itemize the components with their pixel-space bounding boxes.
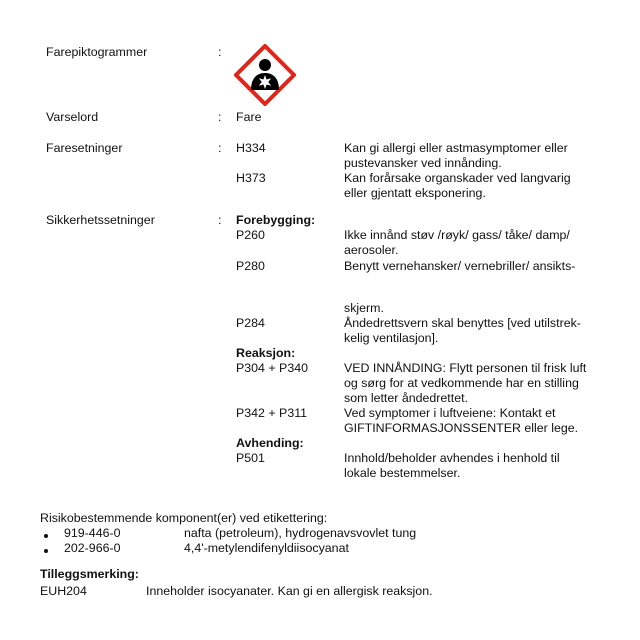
label-hazard-statements: Faresetninger: [46, 141, 123, 155]
bullet-icon: [44, 534, 48, 538]
precaution-text-line: aerosoler.: [344, 243, 399, 257]
precaution-text-line: skjerm.: [344, 301, 384, 315]
precaution-code: P280: [236, 259, 265, 273]
supplemental-text: Inneholder isocyanater. Kan gi en allergisk reaksjon.: [146, 584, 433, 598]
hazard-text-line: Kan gi allergi eller astmasymptomer eller: [344, 141, 568, 155]
hazard-text-line: Kan forårsake organskader ved langvarig: [344, 171, 571, 185]
component-name: nafta (petroleum), hydrogenavsvovlet tung: [184, 526, 417, 540]
bullet-icon: [44, 549, 48, 553]
precaution-text-line: GIFTINFORMASJONSSENTER eller lege.: [344, 421, 579, 435]
health-hazard-icon: [234, 44, 296, 106]
precaution-text-line: kelig ventilasjon].: [344, 331, 439, 345]
supplemental-title: Tilleggsmerking:: [40, 567, 139, 581]
precaution-code: P284: [236, 316, 265, 330]
label-precautionary-statements: Sikkerhetssetninger: [46, 213, 155, 227]
component-name: 4,4'-metylendifenyldiisocyanat: [184, 541, 349, 555]
components-title: Risikobestemmende komponent(er) ved etikettering:: [40, 511, 328, 525]
precaution-text-line: Innhold/beholder avhendes i henhold til: [344, 451, 560, 465]
component-number: 919-446-0: [64, 526, 121, 540]
signal-word-value: Fare: [236, 110, 262, 124]
colon-precautionary-statements: :: [218, 213, 222, 227]
precaution-text-line: Åndedrettsvern skal benyttes [ved utilstrek-: [344, 316, 581, 330]
hazard-text-line: eller gjentatt eksponering.: [344, 186, 486, 200]
precaution-code: P260: [236, 228, 265, 242]
precaution-text-line: som letter åndedrettet.: [344, 391, 468, 405]
precaution-code: P501: [236, 451, 265, 465]
colon-hazard-statements: :: [218, 141, 222, 155]
colon-pictograms: :: [218, 45, 222, 59]
health-hazard-pictogram: [234, 44, 296, 106]
precaution-text-line: Ved symptomer i luftveiene: Kontakt et: [344, 406, 556, 420]
precaution-text-line: Ikke innånd støv /røyk/ gass/ tåke/ damp/: [344, 228, 570, 242]
hazard-text-line: pustevansker ved innånding.: [344, 156, 502, 170]
hazard-code: H373: [236, 171, 266, 185]
prevention-heading: Forebygging:: [236, 213, 316, 227]
disposal-heading: Avhending:: [236, 436, 304, 450]
label-signal-word: Varselord: [46, 110, 99, 124]
precaution-text-line: og sørg for at vedkommende har en stilling: [344, 376, 579, 390]
component-number: 202-966-0: [64, 541, 121, 555]
colon-signal-word: :: [218, 110, 222, 124]
supplemental-code: EUH204: [40, 584, 87, 598]
precaution-code: P342 + P311: [236, 406, 308, 420]
label-pictograms: Farepiktogrammer: [46, 45, 148, 59]
precaution-text-line: Benytt vernehansker/ vernebriller/ ansikts-: [344, 259, 576, 273]
hazard-code: H334: [236, 141, 266, 155]
precaution-text-line: lokale bestemmelser.: [344, 466, 461, 480]
response-heading: Reaksjon:: [236, 346, 296, 360]
precaution-code: P304 + P340: [236, 361, 308, 375]
precaution-text-line: VED INNÅNDING: Flytt personen til frisk luft: [344, 361, 587, 375]
